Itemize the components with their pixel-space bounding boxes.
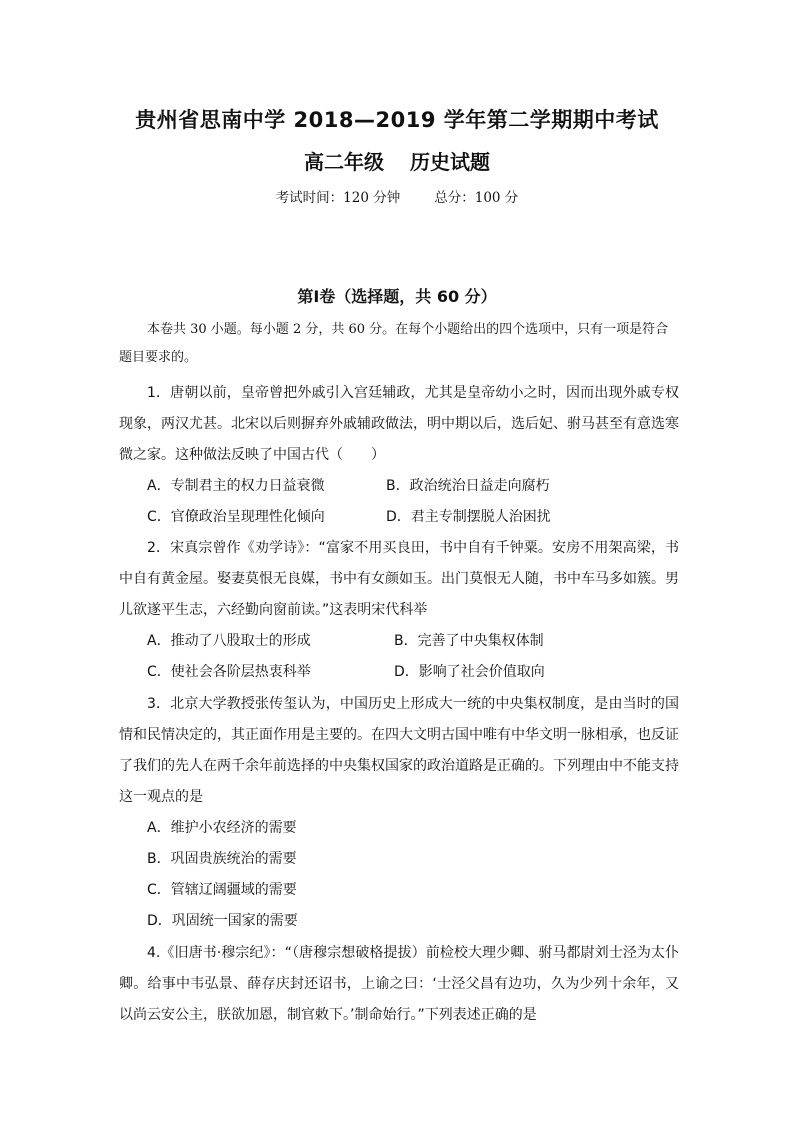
exam-meta bbox=[0, 186, 794, 206]
question-2-option-b: B．完善了中央集权体制 bbox=[394, 633, 544, 649]
question-3-option-a: A．维护小农经济的需要 bbox=[147, 820, 297, 836]
question-3-option-b: B．巩固贵族统治的需要 bbox=[147, 851, 297, 867]
subject-label: 历史试题 bbox=[410, 150, 490, 174]
exam-time: 考试时间：120 分钟 bbox=[275, 190, 401, 206]
question-1-option-b: B．政治统治日益走向腐朽 bbox=[386, 478, 550, 494]
question-4-stem bbox=[119, 938, 679, 1031]
question-1-text: 1．唐朝以前，皇帝曾把外戚引入宫廷辅政，尤其是皇帝幼小之时，因而出现外戚专权现象，两汉尤甚。北宋以后则摒弃外戚辅政做法，明中期以后，选后妃、驸马甚至有意选寒微之家。这种做法反映了中国古代（ ） bbox=[119, 385, 679, 463]
question-2-option-d: D．影响了社会价值取向 bbox=[394, 664, 545, 680]
question-2-text: 2．宋真宗曾作《劝学诗》：“富家不用买良田，书中自有千钟粟。安房不用架高梁，书中自有黄金屋。娶妻莫恨无良媒，书中有女颜如玉。出门莫恨无人随，书中车马多如簇。男儿欲遂平生志，六经勤向窗前读。”这表明宋代科举 bbox=[119, 540, 679, 618]
question-1-option-d: D．君主专制摆脱人治困扰 bbox=[386, 509, 551, 525]
question-3-option-c: C．管辖辽阔疆域的需要 bbox=[147, 882, 297, 898]
grade-label: 高二年级 bbox=[304, 150, 384, 174]
exam-title: 贵州省思南中学 2018—2019 学年第二学期期中考试 bbox=[135, 108, 659, 132]
question-3-stem bbox=[119, 689, 679, 813]
question-1-stem bbox=[119, 378, 679, 471]
question-4-text: 4.《旧唐书·穆宗纪》：“（唐穆宗想破格提拔）前检校大理少卿、驸马都尉刘士泾为太仆卿。给事中韦弘景、薛存庆封还诏书，上谕之曰：‘士泾父昌有边功，久为少列十余年，又以尚云安公主，朕欲加恩，制官敕下。’制命始行。”下列表述正确的是 bbox=[119, 945, 679, 1023]
section-intro-text: 本卷共 30 小题。每小题 2 分，共 60 分。在每个小题给出的四个选项中，只有一项是符合题目要求的。 bbox=[119, 322, 669, 365]
question-3-text: 3．北京大学教授张传玺认为，中国历史上形成大一统的中央集权制度，是由当时的国情和民情决定的，其正面作用是主要的。在四大文明古国中唯有中华文明一脉相承，也反证了我们的先人在两千余年前选择的中央集权国家的政治道路是正确的。下列理由中不能支持这一观点的是 bbox=[119, 696, 679, 805]
question-2-stem bbox=[119, 533, 679, 626]
exam-subtitle bbox=[0, 146, 794, 175]
exam-score: 总分：100 分 bbox=[434, 190, 519, 206]
question-2-option-c: C．使社会各阶层热衷科举 bbox=[147, 664, 311, 680]
section-intro bbox=[119, 316, 679, 372]
question-1-option-c: C．官僚政治呈现理性化倾向 bbox=[147, 509, 325, 525]
question-2-option-a: A．推动了八股取士的形成 bbox=[147, 633, 311, 649]
question-3-option-d: D．巩固统一国家的需要 bbox=[147, 913, 298, 929]
question-1-option-a: A．专制君主的权力日益衰微 bbox=[147, 478, 325, 494]
section-title: 第Ⅰ卷（选择题，共 60 分） bbox=[297, 287, 497, 306]
